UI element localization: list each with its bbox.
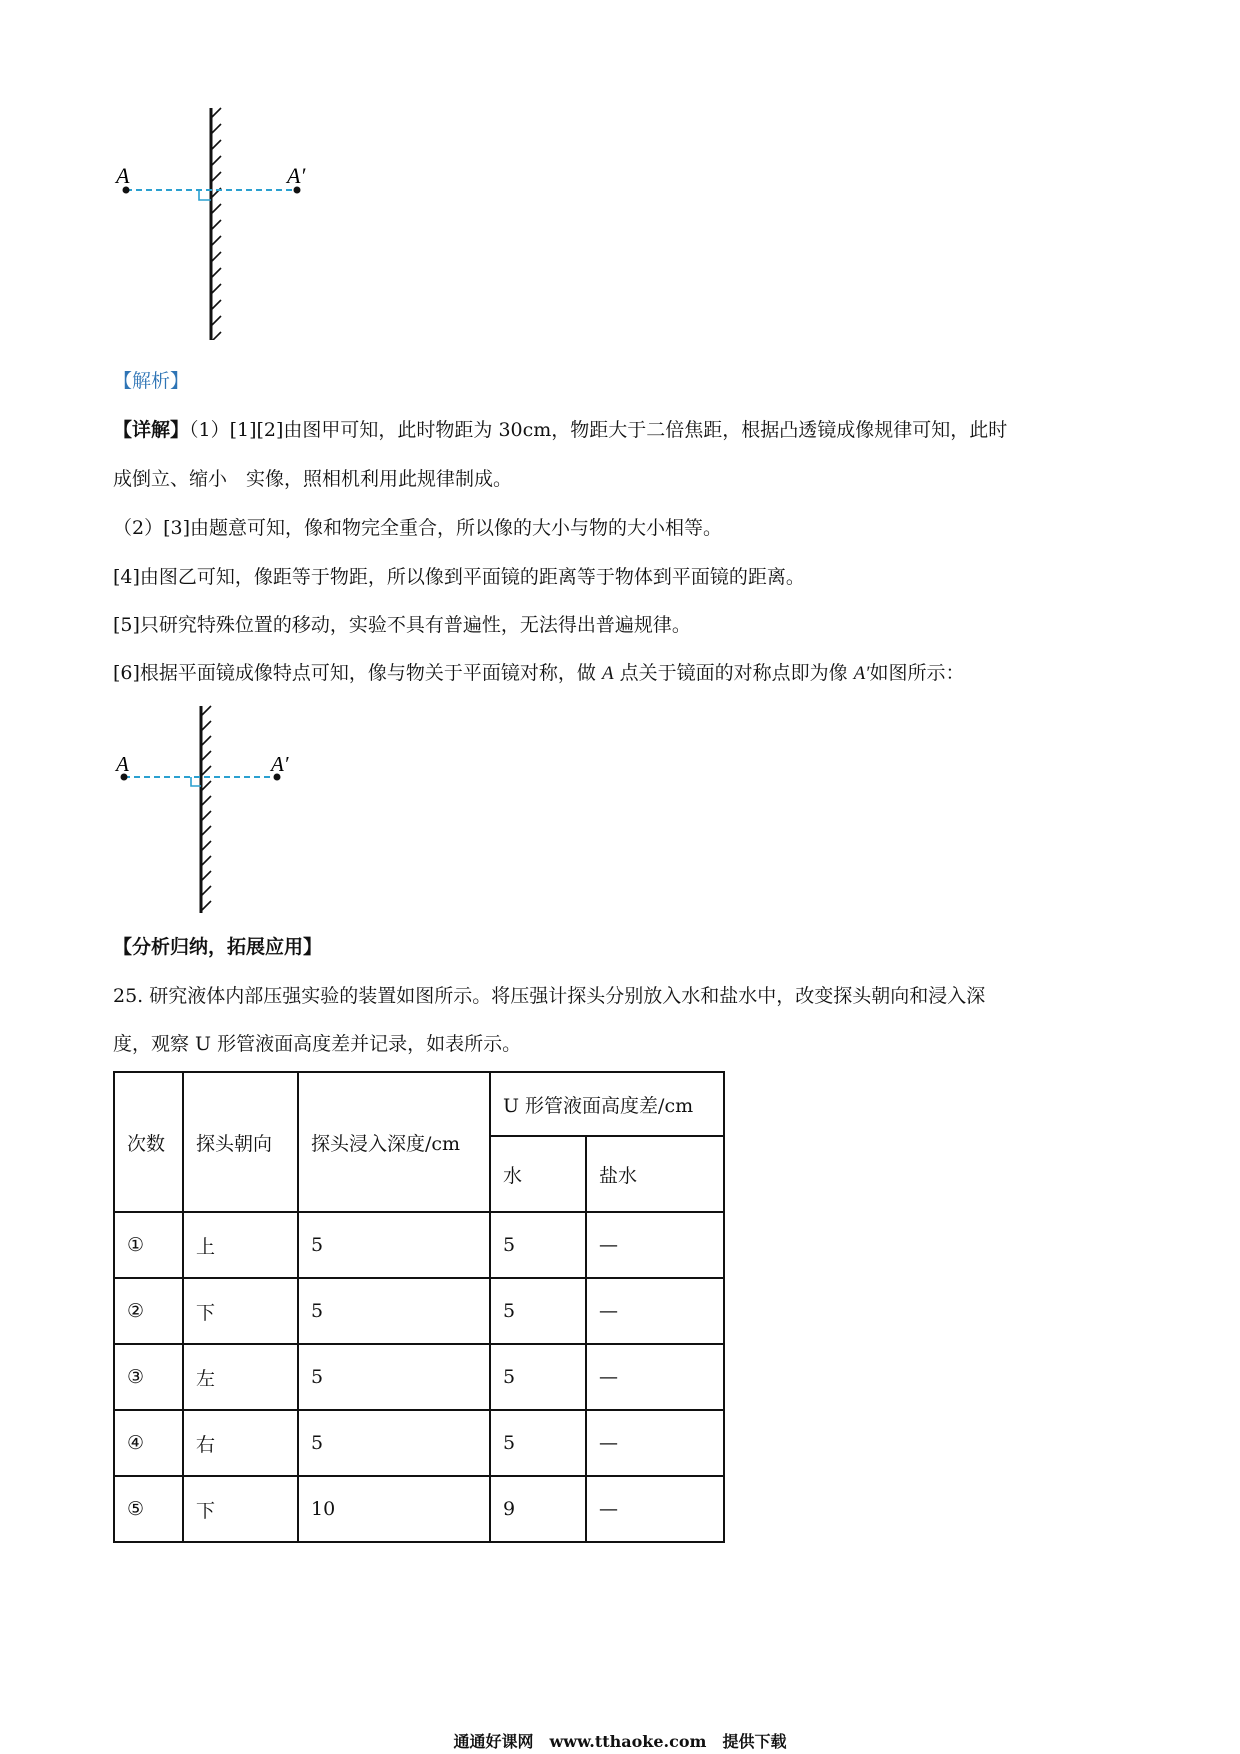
detail-line-2: 成倒立、缩小 实像，照相机利用此规律制成。 [113, 468, 513, 490]
page-footer: 通通好课网 www.tthaoke.com 提供下载 [453, 1732, 787, 1751]
pressure-data-table [113, 1071, 725, 1543]
mirror-figure-bottom [108, 700, 308, 920]
table-row [114, 1212, 724, 1278]
detail-label: 【详解】 [113, 419, 190, 441]
cell-depth: 5 [298, 1278, 490, 1344]
cell-water: 5 [490, 1410, 586, 1476]
cell-salt-water: — [586, 1278, 724, 1344]
cell-salt-water: — [586, 1410, 724, 1476]
detail-line-4: [4]由图乙可知，像距等于物距，所以像到平面镜的距离等于物体到平面镜的距离。 [113, 566, 805, 588]
point-a-label: A [116, 163, 130, 188]
cell-salt-water: — [586, 1476, 724, 1542]
header-height-diff: U 形管液面高度差/cm [490, 1072, 724, 1136]
point-a-prime-label: A′ [287, 163, 306, 188]
cell-salt-water: — [586, 1344, 724, 1410]
cell-depth: 10 [298, 1476, 490, 1542]
cell-water: 5 [490, 1344, 586, 1410]
cell-salt-water: — [586, 1212, 724, 1278]
section-heading: 【分析归纳，拓展应用】 [113, 936, 323, 958]
table-row [114, 1344, 724, 1410]
variable-a-prime: A′ [853, 663, 870, 684]
variable-a: A [601, 663, 614, 684]
mirror-figure-top [108, 100, 328, 340]
table-row [114, 1476, 724, 1542]
detail-line-1-text: （1）[1][2]由图甲可知，此时物距为 30cm，物距大于二倍焦距，根据凸透镜成像规律可知，此时 [189, 419, 1008, 441]
question-line-1: 25. 研究液体内部压强实验的装置如图所示。将压强计探头分别放入水和盐水中，改变探头朝向和浸入深 [113, 985, 986, 1007]
cell-count: ③ [114, 1344, 183, 1410]
cell-direction: 下 [183, 1278, 298, 1344]
detail-line-6-part-c: 如图所示： [869, 662, 965, 684]
header-direction: 探头朝向 [183, 1072, 298, 1212]
detail-line-5: [5]只研究特殊位置的移动，实验不具有普遍性，无法得出普遍规律。 [113, 614, 691, 636]
cell-depth: 5 [298, 1344, 490, 1410]
header-salt-water: 盐水 [586, 1136, 724, 1212]
header-depth: 探头浸入深度/cm [298, 1072, 490, 1212]
header-water: 水 [490, 1136, 586, 1212]
cell-count: ① [114, 1212, 183, 1278]
cell-direction: 左 [183, 1344, 298, 1410]
cell-direction: 上 [183, 1212, 298, 1278]
right-angle-mark [199, 190, 211, 200]
cell-count: ② [114, 1278, 183, 1344]
detail-line-6-part-b: 点关于镜面的对称点即为像 [613, 662, 854, 684]
table-header-row [114, 1072, 724, 1136]
cell-direction: 右 [183, 1410, 298, 1476]
jiexi-label: 【解析】 [113, 370, 190, 392]
detail-line-1 [113, 417, 1007, 443]
detail-line-6-part-a: [6]根据平面镜成像特点可知，像与物关于平面镜对称，做 [113, 662, 602, 684]
detail-line-3: （2）[3]由题意可知，像和物完全重合，所以像的大小与物的大小相等。 [113, 517, 723, 539]
cell-water: 9 [490, 1476, 586, 1542]
cell-direction: 下 [183, 1476, 298, 1542]
detail-line-6 [113, 660, 964, 687]
cell-count: ⑤ [114, 1476, 183, 1542]
header-count: 次数 [114, 1072, 183, 1212]
point-a-prime-label: A′ [271, 752, 289, 776]
cell-water: 5 [490, 1212, 586, 1278]
cell-depth: 5 [298, 1410, 490, 1476]
cell-count: ④ [114, 1410, 183, 1476]
table-row [114, 1410, 724, 1476]
table-row [114, 1278, 724, 1344]
cell-depth: 5 [298, 1212, 490, 1278]
question-line-2: 度，观察 U 形管液面高度差并记录，如表所示。 [113, 1033, 522, 1055]
point-a-label: A [116, 752, 129, 776]
cell-water: 5 [490, 1278, 586, 1344]
